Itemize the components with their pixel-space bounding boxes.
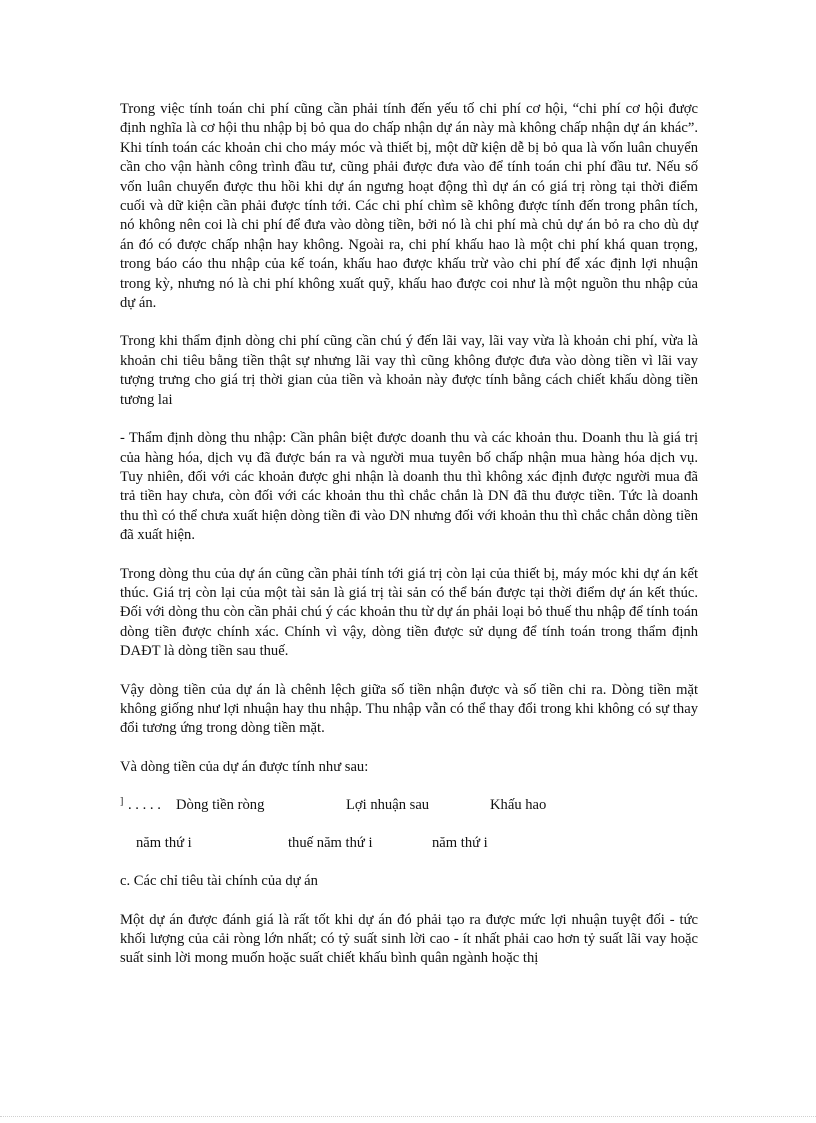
paragraph-cash-flow-definition: Vậy dòng tiền của dự án là chênh lệch giữa số tiền nhận được và số tiền chi ra. Dòng tiền mặt không giống như lợi nhuận hay thu nhập. Thu nhập vẫn có thể thay đổi trong khi không có sự thay đổi tương ứng trong dòng tiền mặt. [120, 681, 698, 737]
formula-marker: ] [120, 796, 124, 808]
formula-year-3: năm thứ i [432, 835, 488, 852]
formula-row-1 [120, 796, 698, 816]
formula-depreciation: Khấu hao [490, 797, 547, 814]
formula-dots: . . . . . [128, 797, 161, 814]
formula-year-1: năm thứ i [136, 835, 192, 852]
document-body [120, 100, 698, 988]
formula-net-cash-flow: Dòng tiền ròng [176, 797, 265, 814]
paragraph-interest: Trong khi thẩm định dòng chi phí cũng cần chú ý đến lãi vay, lãi vay vừa là khoản chi phí, vừa là khoản chi tiêu bằng tiền thật sự nhưng lãi vay thì cũng không được đưa vào dòng tiền vì lãi vay tượng trưng cho giá trị thời gian của tiền và khoản này được tính bằng cách chiết khấu dòng tiền tương lai [120, 333, 698, 408]
paragraph-residual-value: Trong dòng thu của dự án cũng cần phải tính tới giá trị còn lại của thiết bị, máy móc khi dự án kết thúc. Giá trị còn lại của một tài sản là giá trị tài sản có thể bán được tại thời điểm dự án kết thúc. Đối với dòng thu còn cần phải chú ý các khoản thu từ dự án phải loại bỏ thuế thu nhập để tính toán dòng tiền được chính xác. Chính vì vậy, dòng tiền được sử dụng để tính toán trong thẩm định DAĐT là dòng tiền sau thuế. [120, 565, 698, 660]
paragraph-income-appraisal: - Thẩm định dòng thu nhập: Cần phân biệt được doanh thu và các khoản thu. Doanh thu là giá trị của hàng hóa, dịch vụ đã được bán ra và người mua tuyên bố chấp nhận mua hàng hóa dịch vụ. Tuy nhiên, đối với các khoản được ghi nhận là doanh thu thì không xác định được người mua đã trả tiền hay chưa, còn đối với các khoản thu thì chắc chắn là DN đã thu được tiền. Tức là doanh thu thì có thể chưa xuất hiện dòng tiền đi vào DN nhưng đối với khoản thu thì chắc chắn dòng tiền đã xuất hiện. [120, 430, 698, 544]
paragraph-project-evaluation: Một dự án được đánh giá là rất tốt khi dự án đó phải tạo ra được mức lợi nhuận tuyệt đối - tức khối lượng của cải ròng lớn nhất; có tỷ suất sinh lời cao - ít nhất phải cao hơn tỷ suất lãi vay hoặc suất sinh lời mong muốn hoặc suất chiết khấu bình quân ngành hoặc thị [120, 911, 698, 967]
formula-row-2 [120, 834, 698, 854]
formula-tax-year: thuế năm thứ i [288, 835, 373, 852]
page-bottom-border [0, 1116, 816, 1117]
paragraph-formula-intro: Và dòng tiền của dự án được tính như sau: [120, 758, 369, 775]
paragraph-opportunity-cost: Trong việc tính toán chi phí cũng cần phải tính đến yếu tố chi phí cơ hội, “chi phí cơ hội được định nghĩa là cơ hội thu nhập bị bỏ qua do chấp nhận dự án này mà không chấp nhận dự án khác”. Khi tính toán các khoản chi cho máy móc và thiết bị, một dữ kiện dễ bị bỏ qua là vốn luân chuyển cần cho vận hành công trình đầu tư, cũng phải được đưa vào để tính toán chi phí đầu tư. Nếu số vốn luân chuyển được thu hồi khi dự án ngưng hoạt động thì dự án có giá trị ròng tại thời điểm cuối và dữ kiện cần phải được tính tới. Các chi phí chìm sẽ không được tính đến trong phân tích, nó không nên coi là chi phí để đưa vào dòng tiền, bởi nó là chi phí mà chủ dự án bỏ ra cho dù dự án đó có được chấp nhận hay không. Ngoài ra, chi phí khấu hao là một chi phí khá quan trọng, trong báo cáo thu nhập của kế toán, khấu hao được khấu trừ vào chi phí để xác định lợi nhuận trong kỳ, nhưng nó là chi phí không xuất quỹ, khấu hao được coi như là một nguồn thu nhập của dự án. [120, 101, 698, 312]
formula-profit-after: Lợi nhuận sau [346, 797, 430, 814]
section-heading: c. Các chỉ tiêu tài chính của dự án [120, 873, 318, 890]
